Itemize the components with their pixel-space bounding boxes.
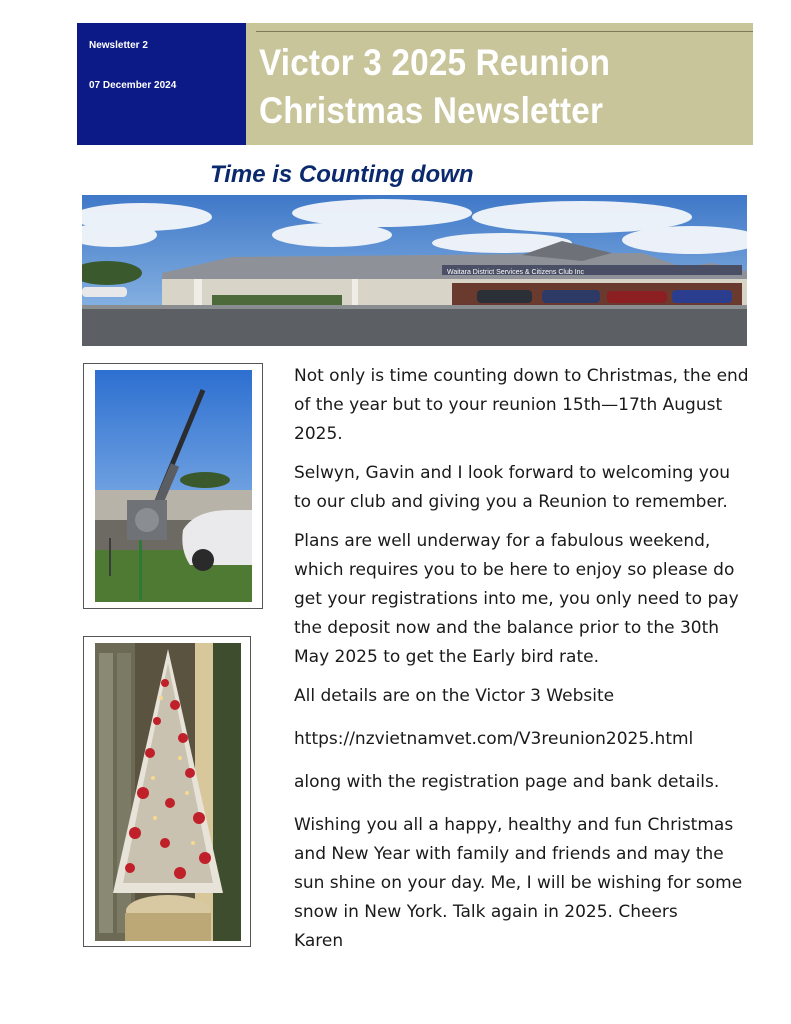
paragraph-plans <box>294 527 754 672</box>
paragraph-line: sun shine on your day. Me, I will be wishing for some <box>294 873 743 893</box>
paragraph-line: May 2025 to get the Early bird rate. <box>294 647 599 667</box>
christmas-tree-photo-frame <box>83 636 251 947</box>
paragraph-line: Plans are well underway for a fabulous weekend, <box>294 531 711 551</box>
newsletter-title <box>259 39 691 135</box>
paragraph-welcome <box>294 459 754 517</box>
paragraph-line: along with the registration page and bank details. <box>294 772 720 792</box>
monument-photo-frame <box>83 363 263 609</box>
paragraph-line: which requires you to be here to enjoy so please do <box>294 560 735 580</box>
signature: Karen <box>294 931 344 951</box>
paragraph-line: Selwyn, Gavin and I look forward to welcoming you <box>294 463 731 483</box>
paragraph-line: Wishing you all a happy, healthy and fun Christmas <box>294 815 734 835</box>
issue-number: Newsletter 2 <box>89 40 148 51</box>
paragraph-registration <box>294 768 754 797</box>
paragraph-line: of the year but to your reunion 15th—17th August <box>294 395 723 415</box>
paragraph-line: Not only is time counting down to Christmas, the end <box>294 366 749 386</box>
newsletter-title-block <box>246 23 753 145</box>
paragraph-line: 2025. <box>294 424 343 444</box>
paragraph-countdown <box>294 362 754 449</box>
building-sign: Waitara District Services & Citizens Club Inc <box>447 269 585 276</box>
paragraph-line: All details are on the Victor 3 Website <box>294 686 615 706</box>
newsletter-issue-block <box>77 23 246 145</box>
paragraph-line: to our club and giving you a Reunion to remember. <box>294 492 728 512</box>
paragraph-line: the deposit now and the balance prior to the 30th <box>294 618 720 638</box>
headline: Time is Counting down <box>210 161 474 188</box>
paragraph-line: snow in New York. Talk again in 2025. Cheers <box>294 902 678 922</box>
christmas-tree-photo <box>95 643 241 941</box>
paragraph-wishes <box>294 811 754 956</box>
title-line-1: Victor 3 2025 Reunion <box>259 42 611 83</box>
paragraph-details <box>294 682 754 711</box>
title-rule <box>256 31 753 32</box>
paragraph-line: and New Year with family and friends and may the <box>294 844 724 864</box>
title-line-2: Christmas Newsletter <box>259 90 604 131</box>
monument-photo <box>95 370 252 602</box>
website-url[interactable]: https://nzvietnamvet.com/V3reunion2025.html <box>294 729 694 749</box>
website-link[interactable] <box>294 725 754 754</box>
club-building-photo <box>82 195 747 346</box>
issue-date: 07 December 2024 <box>89 80 177 91</box>
newsletter-body <box>294 362 754 966</box>
paragraph-line: get your registrations into me, you only need to pay <box>294 589 739 609</box>
